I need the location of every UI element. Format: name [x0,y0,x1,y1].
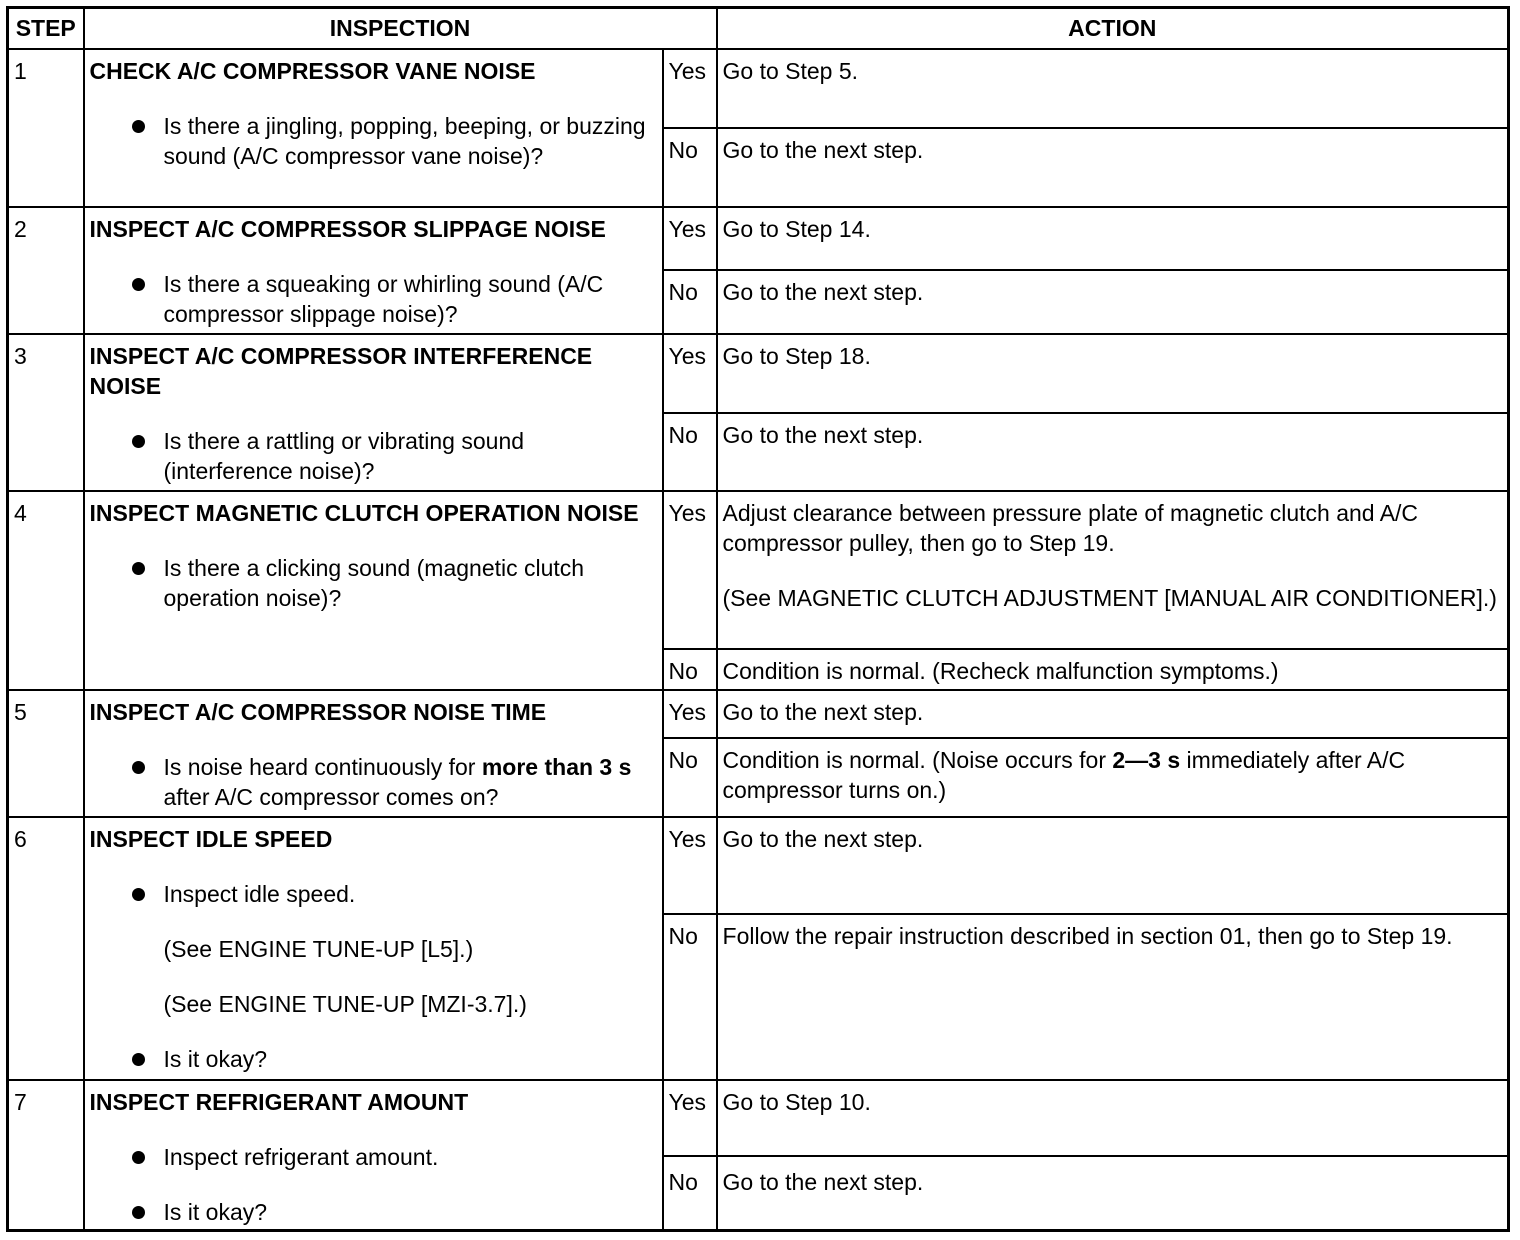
yes-action: Go to Step 18. [717,334,1509,413]
yes-action-reference: (See MAGNETIC CLUTCH ADJUSTMENT [MANUAL AIR CONDITIONER].) [722,584,1497,611]
yes-label: Yes [663,207,717,270]
inspection-title: INSPECT IDLE SPEED [89,825,333,852]
no-action: Condition is normal. (Noise occurs for 2—3 s immediately after A/C compressor turns on.) [717,738,1509,817]
no-label: No [663,1156,717,1231]
yes-action-cell [717,491,1509,649]
inspection-bullet: Is there a clicking sound (magnetic clutch operation noise)? [90,553,657,613]
no-action: Go to the next step. [717,270,1509,334]
yes-label: Yes [663,49,717,128]
no-action: Follow the repair instruction described in section 01, then go to Step 19. [717,914,1509,1080]
no-label: No [663,270,717,334]
inspection-title: INSPECT A/C COMPRESSOR INTERFERENCE NOISE [89,342,593,399]
step-number: 1 [8,49,84,207]
no-label: No [663,413,717,491]
yes-label: Yes [663,817,717,914]
inspection-bullet: Is it okay? [90,1044,657,1074]
no-label: No [663,914,717,1080]
step-number: 6 [8,817,84,1080]
inspection-cell [84,817,663,1080]
table-row [8,334,1509,413]
bullet-icon [132,1206,145,1219]
inspection-bullet: Inspect refrigerant amount. [90,1142,657,1172]
inspection-title: INSPECT A/C COMPRESSOR NOISE TIME [89,698,547,725]
step-number: 5 [8,690,84,817]
no-label: No [663,128,717,207]
step-number: 7 [8,1080,84,1231]
yes-action: Adjust clearance between pressure plate of magnetic clutch and A/C compressor pulley, then go to Step 19. [722,499,1419,556]
inspection-title: INSPECT A/C COMPRESSOR SLIPPAGE NOISE [89,215,606,242]
header-row [8,8,1509,49]
no-action: Go to the next step. [717,1156,1509,1231]
inspection-bullet: Is there a squeaking or whirling sound (A/C compressor slippage noise)? [90,269,657,329]
inspection-reference: (See ENGINE TUNE-UP [MZI-3.7].) [163,990,527,1017]
inspection-bullet: Inspect idle speed. [90,879,657,909]
inspection-bullet: Is noise heard continuously for more than 3 s after A/C compressor comes on? [90,752,657,812]
table-row [8,690,1509,738]
bullet-icon [132,888,145,901]
yes-action: Go to the next step. [717,690,1509,738]
inspection-cell [84,690,663,817]
diagnostic-table [6,6,1510,1232]
table-row [8,207,1509,270]
yes-label: Yes [663,690,717,738]
yes-action: Go to Step 10. [717,1080,1509,1156]
inspection-bullet: Is there a jingling, popping, beeping, or buzzing sound (A/C compressor vane noise)? [90,111,657,171]
bullet-icon [132,1151,145,1164]
inspection-bullet: Is there a rattling or vibrating sound (interference noise)? [90,426,657,486]
yes-action: Go to the next step. [717,817,1509,914]
inspection-title: INSPECT REFRIGERANT AMOUNT [89,1088,469,1115]
step-number: 3 [8,334,84,491]
yes-label: Yes [663,1080,717,1156]
inspection-reference: (See ENGINE TUNE-UP [L5].) [163,935,474,962]
inspection-cell [84,207,663,334]
yes-label: Yes [663,334,717,413]
step-number: 2 [8,207,84,334]
yes-action: Go to Step 5. [717,49,1509,128]
table-row [8,491,1509,649]
bullet-icon [132,435,145,448]
step-number: 4 [8,491,84,690]
action-header: ACTION [717,8,1509,49]
yes-action: Go to Step 14. [717,207,1509,270]
no-action: Go to the next step. [717,128,1509,207]
inspection-title: CHECK A/C COMPRESSOR VANE NOISE [89,57,536,84]
no-action: Go to the next step. [717,413,1509,491]
table-row [8,1080,1509,1156]
bullet-icon [132,562,145,575]
no-action: Condition is normal. (Recheck malfunction symptoms.) [717,649,1509,690]
inspection-title: INSPECT MAGNETIC CLUTCH OPERATION NOISE [89,499,639,526]
step-header: STEP [8,8,84,49]
bullet-icon [132,761,145,774]
inspection-cell [84,491,663,690]
bullet-icon [132,278,145,291]
inspection-cell [84,1080,663,1231]
table-row [8,817,1509,914]
inspection-bullet: Is it okay? [90,1197,657,1227]
inspection-header: INSPECTION [84,8,717,49]
table-row [8,49,1509,128]
no-label: No [663,738,717,817]
bullet-icon [132,120,145,133]
yes-label: Yes [663,491,717,649]
no-label: No [663,649,717,690]
inspection-cell [84,334,663,491]
inspection-cell [84,49,663,207]
bullet-icon [132,1053,145,1066]
